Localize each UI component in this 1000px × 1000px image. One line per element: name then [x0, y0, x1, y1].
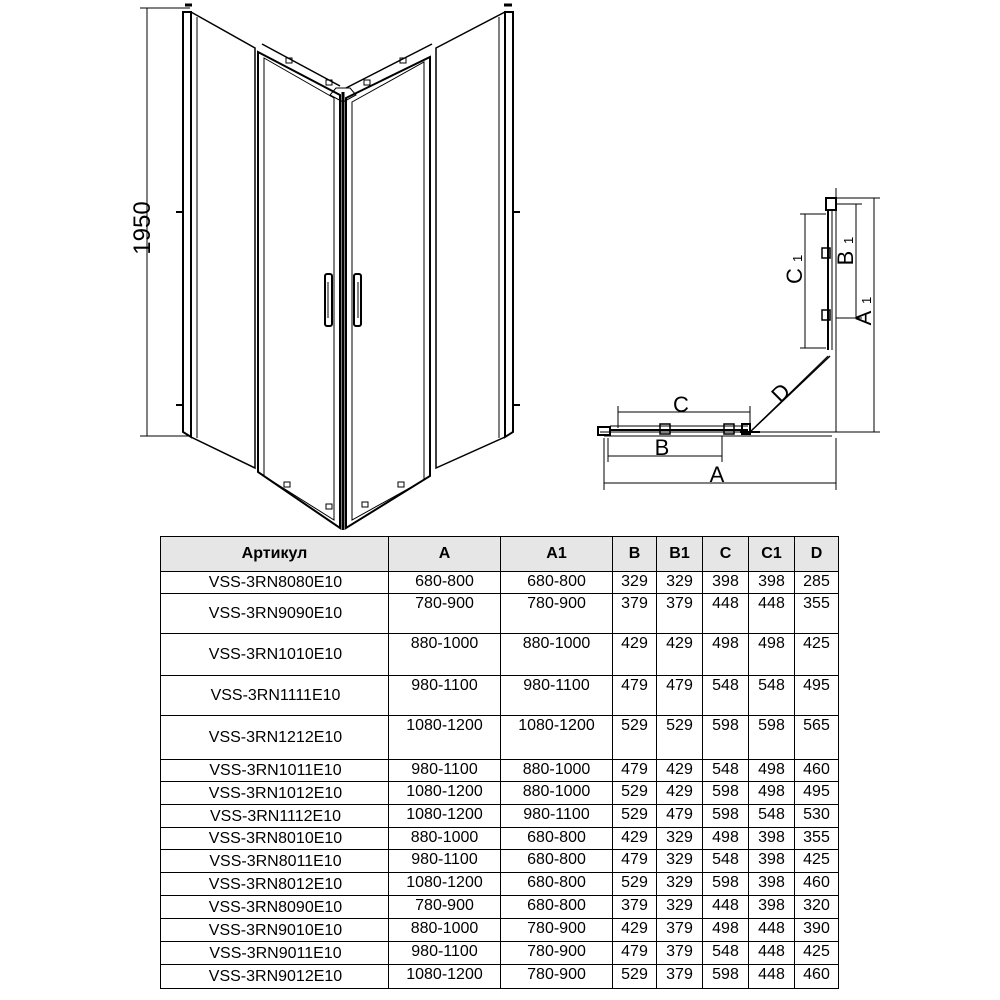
cell-a1: 780-900 [501, 594, 613, 634]
dim-label-a: A [709, 462, 725, 487]
header-a: A [389, 537, 501, 572]
cell-a1: 780-900 [501, 965, 613, 989]
cell-sku: VSS-3RN8011E10 [161, 850, 389, 873]
dim-label-b1: B [833, 250, 858, 266]
table-row [161, 716, 839, 760]
cell-c: 598 [703, 873, 749, 896]
cell-b: 479 [613, 942, 657, 965]
cell-a1: 880-1000 [501, 782, 613, 805]
dim-label-a1: A [851, 310, 876, 326]
cell-a: 980-1100 [389, 676, 501, 716]
cell-c: 598 [703, 805, 749, 828]
enclosure-plan-view [598, 188, 880, 490]
cell-c: 498 [703, 828, 749, 850]
cell-c: 448 [703, 594, 749, 634]
cell-d: 495 [795, 782, 839, 805]
header-d: D [795, 537, 839, 572]
cell-b1: 379 [657, 965, 703, 989]
cell-a: 980-1100 [389, 850, 501, 873]
cell-a: 880-1000 [389, 919, 501, 942]
dim-label-a1-sub: 1 [859, 296, 874, 304]
cell-d: 425 [795, 850, 839, 873]
cell-sku: VSS-3RN9010E10 [161, 919, 389, 942]
cell-b: 529 [613, 873, 657, 896]
cell-c1: 398 [749, 828, 795, 850]
cell-d: 355 [795, 828, 839, 850]
cell-a1: 780-900 [501, 919, 613, 942]
cell-sku: VSS-3RN1112E10 [161, 805, 389, 828]
cell-b1: 329 [657, 873, 703, 896]
cell-d: 355 [795, 594, 839, 634]
table-row [161, 594, 839, 634]
plan-dimension-labels [655, 237, 876, 487]
cell-d: 530 [795, 805, 839, 828]
cell-c1: 548 [749, 805, 795, 828]
cell-b1: 429 [657, 760, 703, 782]
cell-b: 329 [613, 572, 657, 594]
cell-c: 448 [703, 896, 749, 919]
cell-d: 460 [795, 965, 839, 989]
cell-sku: VSS-3RN9011E10 [161, 942, 389, 965]
cell-sku: VSS-3RN8012E10 [161, 873, 389, 896]
cell-d: 320 [795, 896, 839, 919]
cell-b: 429 [613, 634, 657, 676]
cell-sku: VSS-3RN1012E10 [161, 782, 389, 805]
table-row [161, 919, 839, 942]
cell-sku: VSS-3RN8080E10 [161, 572, 389, 594]
table-row [161, 942, 839, 965]
cell-c: 548 [703, 676, 749, 716]
cell-c1: 398 [749, 873, 795, 896]
cell-b1: 429 [657, 782, 703, 805]
cell-c: 498 [703, 919, 749, 942]
header-a1: A1 [501, 537, 613, 572]
cell-a1: 680-800 [501, 850, 613, 873]
cell-b: 529 [613, 965, 657, 989]
cell-a: 1080-1200 [389, 782, 501, 805]
cell-b: 479 [613, 850, 657, 873]
cell-b: 429 [613, 919, 657, 942]
right-fixed-panel [436, 5, 520, 468]
cell-a: 980-1100 [389, 942, 501, 965]
cell-b: 529 [613, 716, 657, 760]
cell-c1: 398 [749, 896, 795, 919]
cell-c: 598 [703, 716, 749, 760]
cell-b: 529 [613, 782, 657, 805]
cell-a: 680-800 [389, 572, 501, 594]
cell-b1: 329 [657, 572, 703, 594]
cell-a1: 880-1000 [501, 634, 613, 676]
cell-b1: 329 [657, 896, 703, 919]
cell-sku: VSS-3RN1212E10 [161, 716, 389, 760]
cell-d: 565 [795, 716, 839, 760]
cell-b1: 329 [657, 828, 703, 850]
cell-d: 425 [795, 942, 839, 965]
dim-label-c1-sub: 1 [790, 254, 805, 262]
cell-a: 780-900 [389, 896, 501, 919]
left-fixed-panel [176, 5, 255, 468]
cell-a1: 980-1100 [501, 676, 613, 716]
cell-b1: 529 [657, 716, 703, 760]
cell-d: 460 [795, 873, 839, 896]
cell-b: 429 [613, 828, 657, 850]
cell-sku: VSS-3RN8090E10 [161, 896, 389, 919]
cell-d: 495 [795, 676, 839, 716]
cell-b1: 429 [657, 634, 703, 676]
cell-c1: 548 [749, 676, 795, 716]
table-row [161, 782, 839, 805]
cell-b: 479 [613, 760, 657, 782]
cell-c: 398 [703, 572, 749, 594]
cell-sku: VSS-3RN8010E10 [161, 828, 389, 850]
cell-a: 880-1000 [389, 828, 501, 850]
cell-b1: 479 [657, 805, 703, 828]
cell-sku: VSS-3RN1111E10 [161, 676, 389, 716]
table-row [161, 850, 839, 873]
table-row [161, 965, 839, 989]
cell-c1: 448 [749, 919, 795, 942]
cell-c1: 498 [749, 782, 795, 805]
cell-d: 460 [795, 760, 839, 782]
cell-a: 880-1000 [389, 634, 501, 676]
cell-a1: 680-800 [501, 828, 613, 850]
dimensions-table [160, 536, 839, 989]
cell-b1: 379 [657, 594, 703, 634]
table-row [161, 828, 839, 850]
cell-b1: 479 [657, 676, 703, 716]
cell-d: 390 [795, 919, 839, 942]
cell-a1: 880-1000 [501, 760, 613, 782]
dim-label-b: B [654, 435, 670, 460]
height-label: 1950 [129, 201, 156, 255]
cell-b1: 379 [657, 919, 703, 942]
cell-c: 598 [703, 965, 749, 989]
table-row [161, 896, 839, 919]
cell-b: 379 [613, 896, 657, 919]
cell-a1: 680-800 [501, 572, 613, 594]
right-sliding-door [346, 44, 432, 528]
dim-label-c1: C [782, 268, 807, 284]
enclosure-front-view [140, 5, 520, 530]
cell-c1: 448 [749, 965, 795, 989]
dim-label-b1-sub: 1 [841, 236, 856, 244]
header-b1: B1 [657, 537, 703, 572]
cell-c: 548 [703, 850, 749, 873]
table-row [161, 805, 839, 828]
cell-a1: 680-800 [501, 896, 613, 919]
cell-b: 379 [613, 594, 657, 634]
cell-d: 425 [795, 634, 839, 676]
cell-c1: 448 [749, 942, 795, 965]
cell-c1: 398 [749, 572, 795, 594]
dim-label-d: D [766, 378, 796, 408]
cell-b: 479 [613, 676, 657, 716]
cell-a1: 680-800 [501, 873, 613, 896]
cell-sku: VSS-3RN1011E10 [161, 760, 389, 782]
cell-a: 1080-1200 [389, 716, 501, 760]
cell-a1: 1080-1200 [501, 716, 613, 760]
cell-a: 1080-1200 [389, 805, 501, 828]
cell-b1: 379 [657, 942, 703, 965]
cell-c1: 598 [749, 716, 795, 760]
table-row [161, 873, 839, 896]
cell-a1: 980-1100 [501, 805, 613, 828]
cell-a: 780-900 [389, 594, 501, 634]
cell-a: 1080-1200 [389, 965, 501, 989]
cell-c1: 498 [749, 634, 795, 676]
table-row [161, 572, 839, 594]
header-c: C [703, 537, 749, 572]
cell-c: 498 [703, 634, 749, 676]
cell-sku: VSS-3RN9012E10 [161, 965, 389, 989]
cell-c: 548 [703, 942, 749, 965]
header-sku: Артикул [161, 537, 389, 572]
cell-c1: 448 [749, 594, 795, 634]
cell-c1: 398 [749, 850, 795, 873]
cell-a1: 780-900 [501, 942, 613, 965]
cell-sku: VSS-3RN1010E10 [161, 634, 389, 676]
cell-a: 1080-1200 [389, 873, 501, 896]
table-row [161, 760, 839, 782]
header-b: B [613, 537, 657, 572]
table-row [161, 676, 839, 716]
cell-b: 529 [613, 805, 657, 828]
table-row [161, 634, 839, 676]
cell-d: 285 [795, 572, 839, 594]
cell-a: 980-1100 [389, 760, 501, 782]
table-header-row [161, 537, 839, 572]
cell-c1: 498 [749, 760, 795, 782]
header-c1: C1 [749, 537, 795, 572]
cell-b1: 329 [657, 850, 703, 873]
cell-c: 548 [703, 760, 749, 782]
dim-label-c: C [673, 392, 689, 417]
cell-sku: VSS-3RN9090E10 [161, 594, 389, 634]
cell-c: 598 [703, 782, 749, 805]
